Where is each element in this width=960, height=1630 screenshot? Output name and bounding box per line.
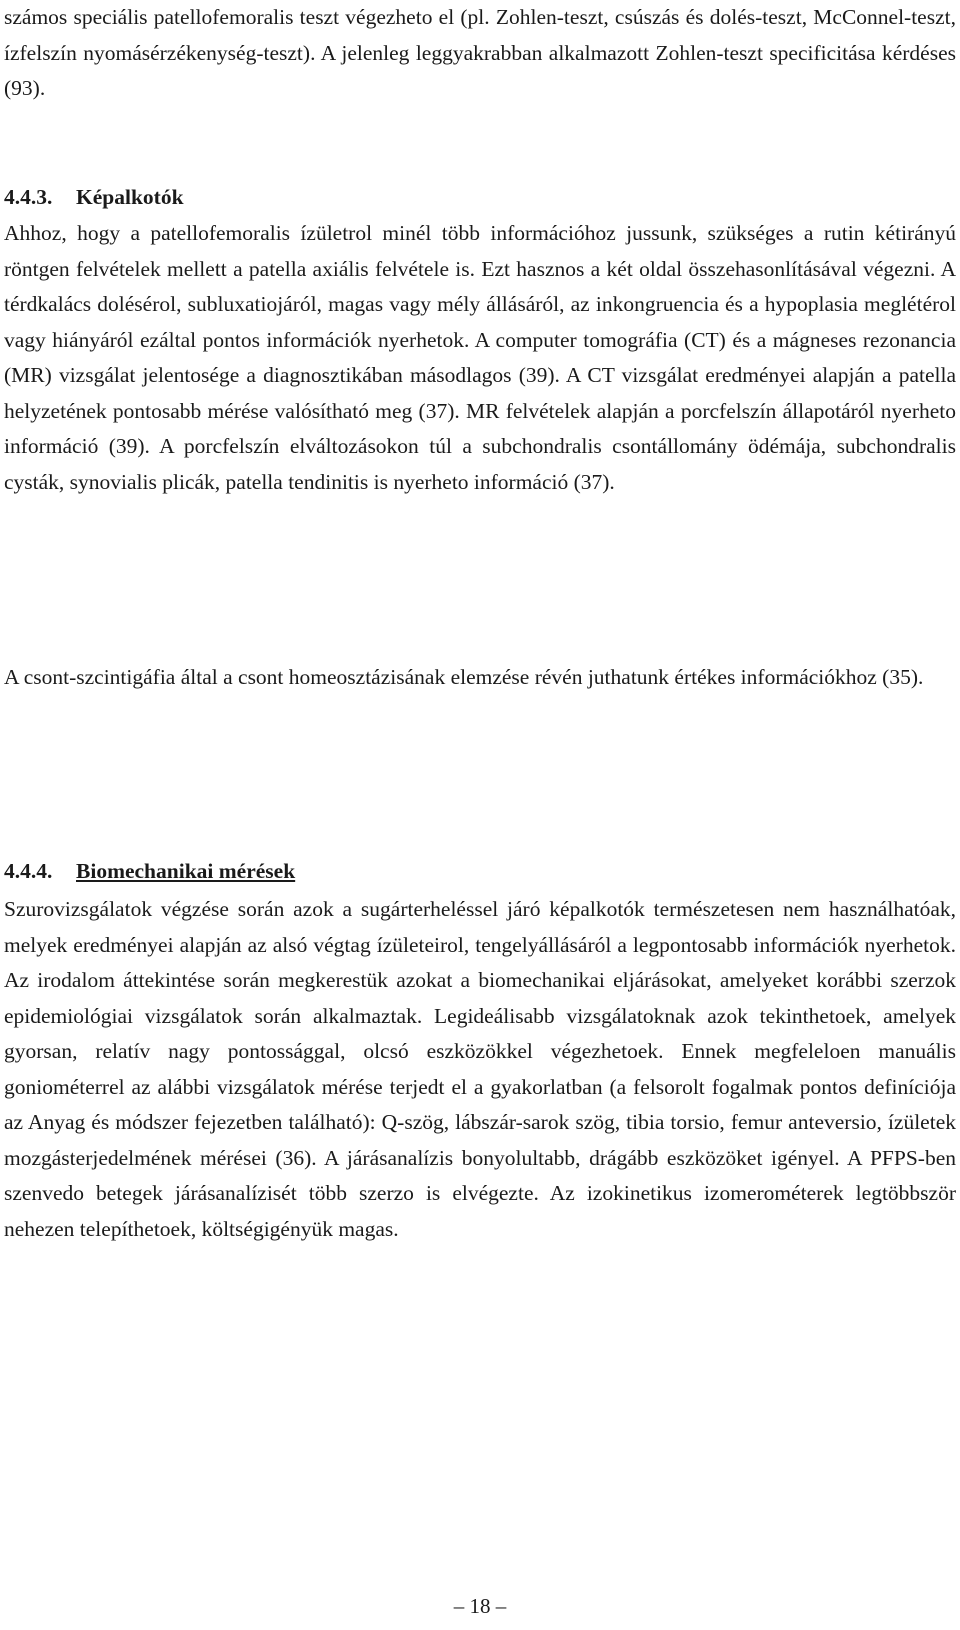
scintigraphy-paragraph: A csont-szcintigáfia által a csont homeosztázisának elemzése révén juthatunk értékes információkhoz (35).	[4, 665, 924, 689]
section-title: Képalkotók	[76, 185, 184, 209]
page-number: – 18 –	[453, 1594, 507, 1618]
section-title: Biomechanikai mérések	[76, 859, 296, 883]
imaging-paragraph: Ahhoz, hogy a patellofemoralis ízületrol minél több információhoz jussunk, szükséges a rutin kétirányú röntgen felvételek mellett a patella axiális felvétele is. Ezt hasznos a két oldal összehasonlításával végezni. A térdkalács dolésérol, subluxatiojáról, magas vagy mély állásáról, az inkongruencia és a hypoplasia meglétérol vagy hiányáról ezáltal pontos információk nyerhetok. A computer tomográfia (CT) és a mágneses rezonancia (MR) vizsgálat jelentosége a diagnosztikában másodlagos (39). A CT vizsgálat eredményei alapján a patella helyzetének pontosabb mérése valósítható meg (37). MR felvételek alapján a porcfelszín állapotáról nyerheto információ (39). A porcfelszín elváltozásokon túl a subchondralis csontállomány ödémája, subchondralis cysták, synovialis plicák, patella tendinitis is nyerheto információ (37).	[4, 221, 956, 494]
biomechanics-paragraph: Szurovizsgálatok végzése során azok a sugárterheléssel járó képalkotók természetesen nem használhatóak, melyek eredményei alapján az alsó végtag ízületeirol, tengelyállásáról a legpontosabb információk nyerhetok. Az irodalom áttekintése során megkerestük azokat a biomechanikai eljárásokat, amelyeket korábbi szerzok epidemiológiai vizsgálatok során alkalmaztak. Legideálisabb vizsgálatoknak azok tekinthetoek, amelyek gyorsan, relatív nagy pontossággal, olcsó eszközökkel végezhetoek. Ennek megfeleloen manuális goniométerrel az alábbi vizsgálatok mérése terjedt el a gyakorlatban (a felsorolt fogalmak pontos definíciója az Anyag és módszer fejezetben található): Q-szög, lábszár-sarok szög, tibia torsio, femur anteversio, ízületek mozgásterjedelmének mérései (36). A járásanalízis bonyolultabb, drágább eszközöket igényel. A PFPS-ben szenvedo betegek járásanalízisét több szerzo is elvégezte. Az izokinetikus izomerométerek legtöbbször nehezen telepíthetoek, költségigényük magas.	[4, 897, 956, 1241]
section-number: 4.4.4.	[4, 859, 53, 883]
section-heading-4-4-3	[4, 182, 184, 212]
section-heading-4-4-4	[4, 856, 295, 886]
intro-paragraph: számos speciális patellofemoralis teszt végezheto el (pl. Zohlen-teszt, csúszás és dolés-teszt, McConnel-teszt, ízfelszín nyomásérzékenység-teszt). A jelenleg leggyakrabban alkalmazott Zohlen-teszt specificitása kérdéses (93).	[4, 5, 956, 100]
section-number: 4.4.3.	[4, 185, 53, 209]
